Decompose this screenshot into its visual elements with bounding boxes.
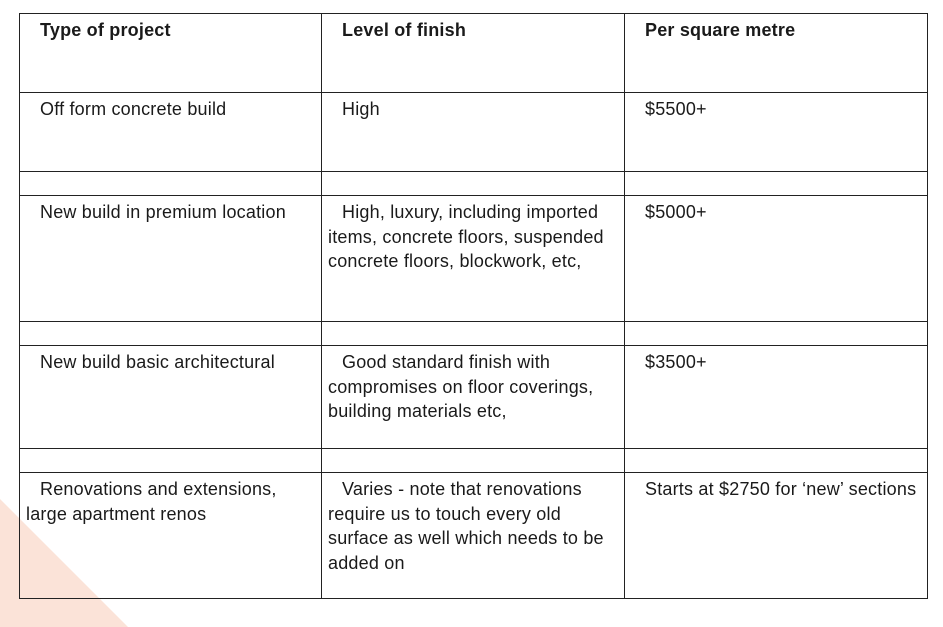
header-level-of-finish: Level of finish (322, 14, 625, 93)
table-header-row (20, 14, 928, 93)
cell-finish-level: High (322, 93, 625, 172)
cell-price: Starts at $2750 for ‘new’ sections (625, 473, 928, 599)
cell-finish-level: Varies - note that renovations require us to touch every old surface as well which needs to be added on (322, 473, 625, 599)
spacer-cell (322, 322, 625, 346)
table-row (20, 196, 928, 322)
spacer-cell (625, 449, 928, 473)
cell-project-type: New build basic architectural (20, 346, 322, 449)
cell-price: $5000+ (625, 196, 928, 322)
spacer-cell (20, 322, 322, 346)
spacer-cell (322, 172, 625, 196)
cell-project-type: New build in premium location (20, 196, 322, 322)
header-type-of-project: Type of project (20, 14, 322, 93)
header-per-square-metre: Per square metre (625, 14, 928, 93)
cell-project-type: Renovations and extensions, large apartment renos (20, 473, 322, 599)
table-spacer-row (20, 322, 928, 346)
table-spacer-row (20, 172, 928, 196)
cell-project-type: Off form concrete build (20, 93, 322, 172)
table-row (20, 93, 928, 172)
cell-price: $3500+ (625, 346, 928, 449)
cell-price: $5500+ (625, 93, 928, 172)
spacer-cell (20, 449, 322, 473)
spacer-cell (625, 172, 928, 196)
table-spacer-row (20, 449, 928, 473)
spacer-cell (625, 322, 928, 346)
spacer-cell (322, 449, 625, 473)
table-row (20, 346, 928, 449)
cell-finish-level: High, luxury, including imported items, concrete floors, suspended concrete floors, blockwork, etc, (322, 196, 625, 322)
spacer-cell (20, 172, 322, 196)
table-row (20, 473, 928, 599)
cell-finish-level: Good standard finish with compromises on floor coverings, building materials etc, (322, 346, 625, 449)
project-cost-table (19, 13, 928, 599)
